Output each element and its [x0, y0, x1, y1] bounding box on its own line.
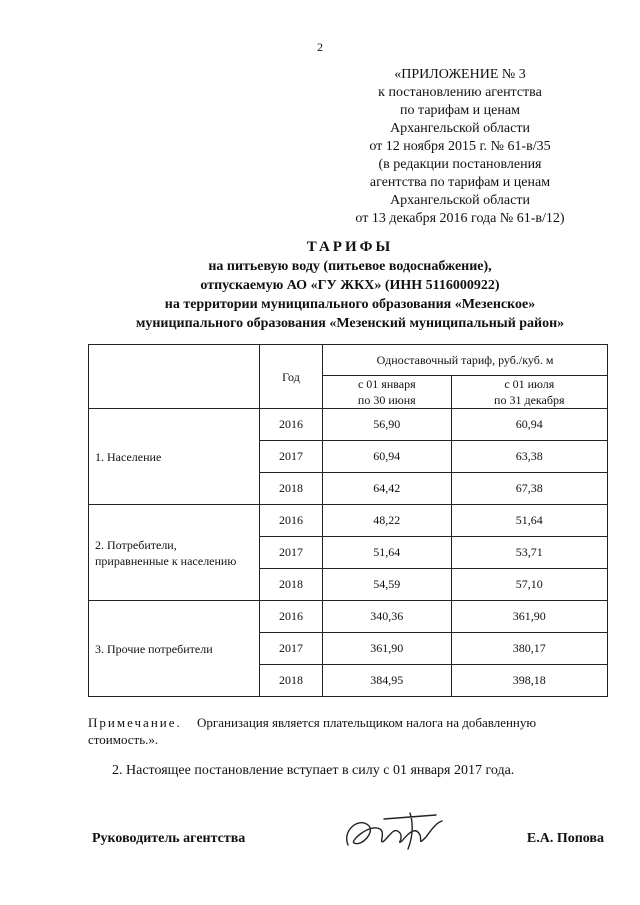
appendix-block	[330, 66, 590, 228]
value-period-2: 60,94	[451, 409, 607, 441]
title-line: муниципального образования «Мезенский муниципальный район»	[135, 316, 565, 331]
category-cell: 2. Потребители, приравненные к населению	[89, 505, 260, 601]
appendix-line: (в редакции постановления	[378, 157, 542, 172]
year-cell: 2018	[260, 665, 323, 697]
year-cell: 2017	[260, 633, 323, 665]
year-cell: 2018	[260, 569, 323, 601]
year-cell: 2016	[260, 409, 323, 441]
handwritten-signature	[340, 809, 450, 859]
value-period-1: 54,59	[323, 569, 452, 601]
value-period-1: 64,42	[323, 473, 452, 505]
appendix-line: от 13 декабря 2016 года № 61-в/12)	[355, 211, 565, 226]
title-line: на питьевую воду (питьевое водоснабжение),	[208, 259, 492, 274]
title-line: на территории муниципального образования «Мезенское»	[164, 297, 536, 312]
clause-2: 2. Настоящее постановление вступает в силу с 01 января 2017 года.	[112, 763, 515, 778]
year-cell: 2017	[260, 441, 323, 473]
tariff-table	[88, 344, 608, 697]
appendix-line: Архангельской области	[390, 193, 530, 208]
value-period-2: 67,38	[451, 473, 607, 505]
value-period-2: 53,71	[451, 537, 607, 569]
appendix-line: от 12 ноября 2015 г. № 61-в/35	[369, 139, 551, 154]
note-text: Организация является плательщиком налога на добавленную стоимость.».	[88, 715, 537, 747]
value-period-2: 63,38	[451, 441, 607, 473]
table-row	[89, 505, 608, 537]
document-title: ТАРИФЫ	[306, 239, 394, 255]
value-period-2: 398,18	[451, 665, 607, 697]
header-period-1: с 01 января по 30 июня	[323, 376, 452, 409]
signatory-name: Е.А. Попова	[526, 831, 604, 846]
title-line: отпускаемую АО «ГУ ЖКХ» (ИНН 5116000922)	[200, 278, 500, 293]
header-period-2: с 01 июля по 31 декабря	[451, 376, 607, 409]
appendix-line: к постановлению агентства	[378, 85, 542, 100]
table-row	[89, 601, 608, 633]
header-year: Год	[260, 345, 323, 409]
year-cell: 2016	[260, 601, 323, 633]
value-period-2: 51,64	[451, 505, 607, 537]
year-cell: 2017	[260, 537, 323, 569]
appendix-line: Архангельской области	[390, 121, 530, 136]
header-tariff: Одноставочный тариф, руб./куб. м	[323, 345, 608, 376]
table-row	[89, 409, 608, 441]
appendix-line: по тарифам и ценам	[400, 103, 520, 118]
signature-row	[92, 831, 604, 855]
value-period-2: 57,10	[451, 569, 607, 601]
title-block	[60, 238, 640, 333]
signatory-post: Руководитель агентства	[92, 831, 246, 846]
appendix-line: агентства по тарифам и ценам	[369, 175, 551, 190]
value-period-1: 48,22	[323, 505, 452, 537]
note-label: Примечание.	[88, 715, 182, 730]
year-cell: 2018	[260, 473, 323, 505]
value-period-1: 60,94	[323, 441, 452, 473]
category-cell: 1. Население	[89, 409, 260, 505]
year-cell: 2016	[260, 505, 323, 537]
category-cell: 3. Прочие потребители	[89, 601, 260, 697]
value-period-1: 361,90	[323, 633, 452, 665]
value-period-1: 384,95	[323, 665, 452, 697]
page-number: 2	[317, 40, 323, 54]
header-category	[89, 345, 260, 409]
value-period-1: 51,64	[323, 537, 452, 569]
value-period-2: 380,17	[451, 633, 607, 665]
value-period-1: 340,36	[323, 601, 452, 633]
value-period-1: 56,90	[323, 409, 452, 441]
value-period-2: 361,90	[451, 601, 607, 633]
appendix-line: «ПРИЛОЖЕНИЕ № 3	[394, 67, 526, 82]
note	[88, 714, 608, 748]
table-header-row	[89, 345, 608, 376]
